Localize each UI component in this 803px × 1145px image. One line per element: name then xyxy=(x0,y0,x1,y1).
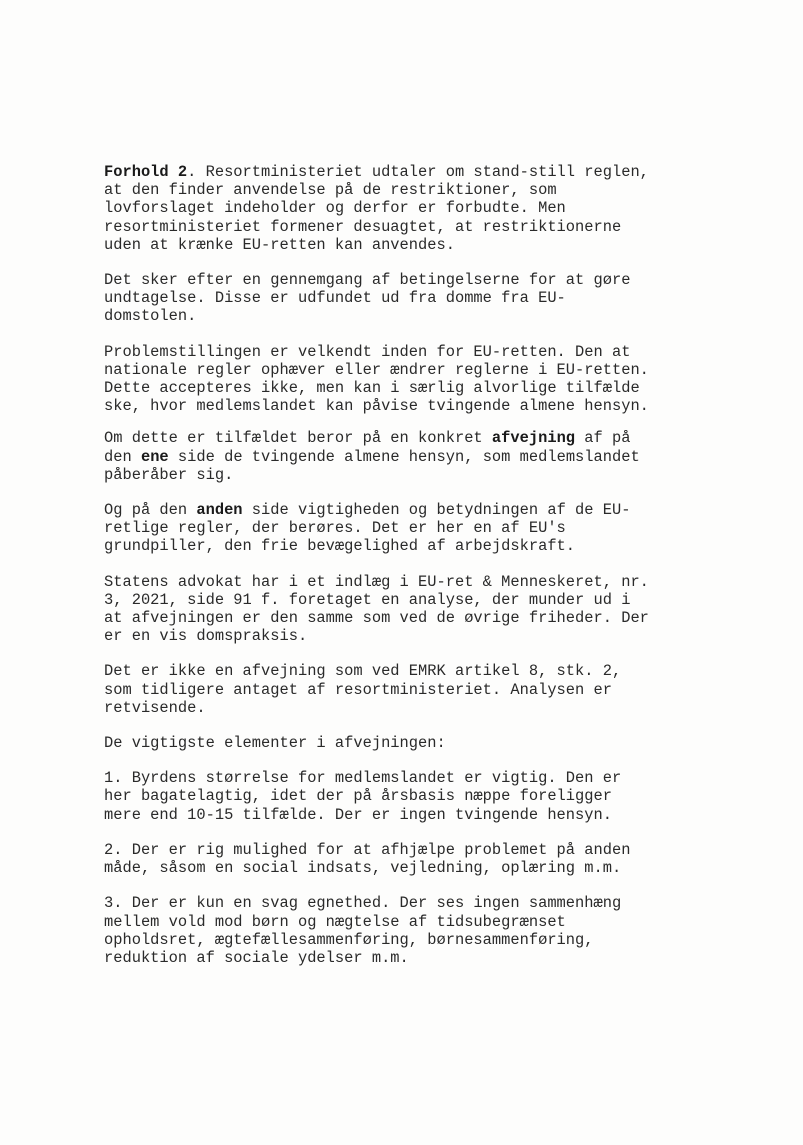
paragraph-text: den xyxy=(104,447,141,466)
paragraph-line: måde, såsom en social indsats, vejledning, oplæring m.m. xyxy=(104,859,622,878)
document-body xyxy=(104,163,704,984)
paragraph-line: Dette accepteres ikke, men kan i særlig alvorlige tilfælde xyxy=(104,379,640,398)
emphasis-anden: anden xyxy=(196,501,243,520)
paragraph-elementer-heading xyxy=(104,734,704,752)
paragraph-line: her bagatelagtig, idet der på årsbasis næppe foreligger xyxy=(104,787,612,806)
paragraph-line: retvisende. xyxy=(104,698,206,717)
paragraph-anden-side xyxy=(104,501,704,556)
paragraph-line: mellem vold mod børn og nægtelse af tidsubegrænset xyxy=(104,912,566,931)
list-item-1 xyxy=(104,769,704,824)
paragraph-line: som tidligere antaget af resortministeriet. Analysen er xyxy=(104,680,612,699)
paragraph-line: undtagelse. Disse er udfundet ud fra domme fra EU- xyxy=(104,289,566,308)
paragraph-text: side vigtigheden og betydningen af de EU- xyxy=(242,501,631,520)
paragraph-line: lovforslaget indeholder og derfor er forbudte. Men xyxy=(104,199,566,218)
forhold-label: Forhold 2 xyxy=(104,163,188,181)
paragraph-line: Det sker efter en gennemgang af betingelserne for at gøre xyxy=(104,271,631,290)
paragraph-line: De vigtigste elementer i afvejningen: xyxy=(104,734,446,753)
list-item-2 xyxy=(104,841,704,877)
paragraph-line: påberåber sig. xyxy=(104,465,234,484)
paragraph-line: ske, hvor medlemslandet kan påvise tvingende almene hensyn. xyxy=(104,397,649,416)
paragraph-line: uden at krænke EU-retten kan anvendes. xyxy=(104,235,455,254)
paragraph-line: Problemstillingen er velkendt inden for EU-retten. Den at xyxy=(104,342,631,361)
paragraph-line: er en vis domspraksis. xyxy=(104,627,308,646)
paragraph-text: Og på den xyxy=(104,501,197,520)
paragraph-line: 3. Der er kun en svag egnethed. Der ses ingen sammenhæng xyxy=(104,894,622,913)
paragraph-line: at afvejningen er den samme som ved de øvrige friheder. Der xyxy=(104,609,649,628)
paragraph-line: resortministeriet formener desuagtet, at restriktionerne xyxy=(104,217,622,236)
paragraph-line: grundpiller, den frie bevægelighed af arbejdskraft. xyxy=(104,537,576,556)
paragraph-line: 1. Byrdens størrelse for medlemslandet er vigtig. Den er xyxy=(104,769,622,788)
paragraph-line: Det er ikke en afvejning som ved EMRK artikel 8, stk. 2, xyxy=(104,662,622,681)
list-item-3 xyxy=(104,894,704,967)
paragraph-line: reduktion af sociale ydelser m.m. xyxy=(104,948,409,967)
emphasis-afvejning: afvejning xyxy=(491,429,576,448)
paragraph-line: Statens advokat har i et indlæg i EU-ret & Menneskeret, nr. xyxy=(104,572,649,591)
emphasis-ene: ene xyxy=(140,447,169,466)
paragraph-line: 3, 2021, side 91 f. foretaget en analyse, der munder ud i xyxy=(104,590,631,609)
paragraph-betingelser xyxy=(104,271,704,326)
paragraph-afvejning xyxy=(104,429,704,484)
paragraph-line: mere end 10-15 tilfælde. Der er ingen tvingende hensyn. xyxy=(104,805,612,824)
paragraph-text: af på xyxy=(575,429,631,448)
paragraph-text: . Resortministeriet udtaler om stand-still reglen, xyxy=(187,163,649,181)
paragraph-line: nationale regler ophæver eller ændrer reglerne i EU-retten. xyxy=(104,360,649,379)
paragraph-line: at den finder anvendelse på de restriktioner, som xyxy=(104,181,557,200)
paragraph-line: opholdsret, ægtefællesammenføring, børnesammenføring, xyxy=(104,930,594,949)
paragraph-line: retlige regler, der berøres. Det er her en af EU's xyxy=(104,519,566,538)
paragraph-text: Om dette er tilfældet beror på en konkret xyxy=(104,429,492,448)
paragraph-problemstilling xyxy=(104,343,704,416)
paragraph-emrk xyxy=(104,662,704,717)
paragraph-statens-advokat xyxy=(104,573,704,646)
paragraph-text: side de tvingende almene hensyn, som medlemslandet xyxy=(168,447,640,466)
paragraph-line: 2. Der er rig mulighed for at afhjælpe problemet på anden xyxy=(104,840,631,859)
paragraph-forhold-2 xyxy=(104,163,704,254)
paragraph-line: domstolen. xyxy=(104,307,197,326)
